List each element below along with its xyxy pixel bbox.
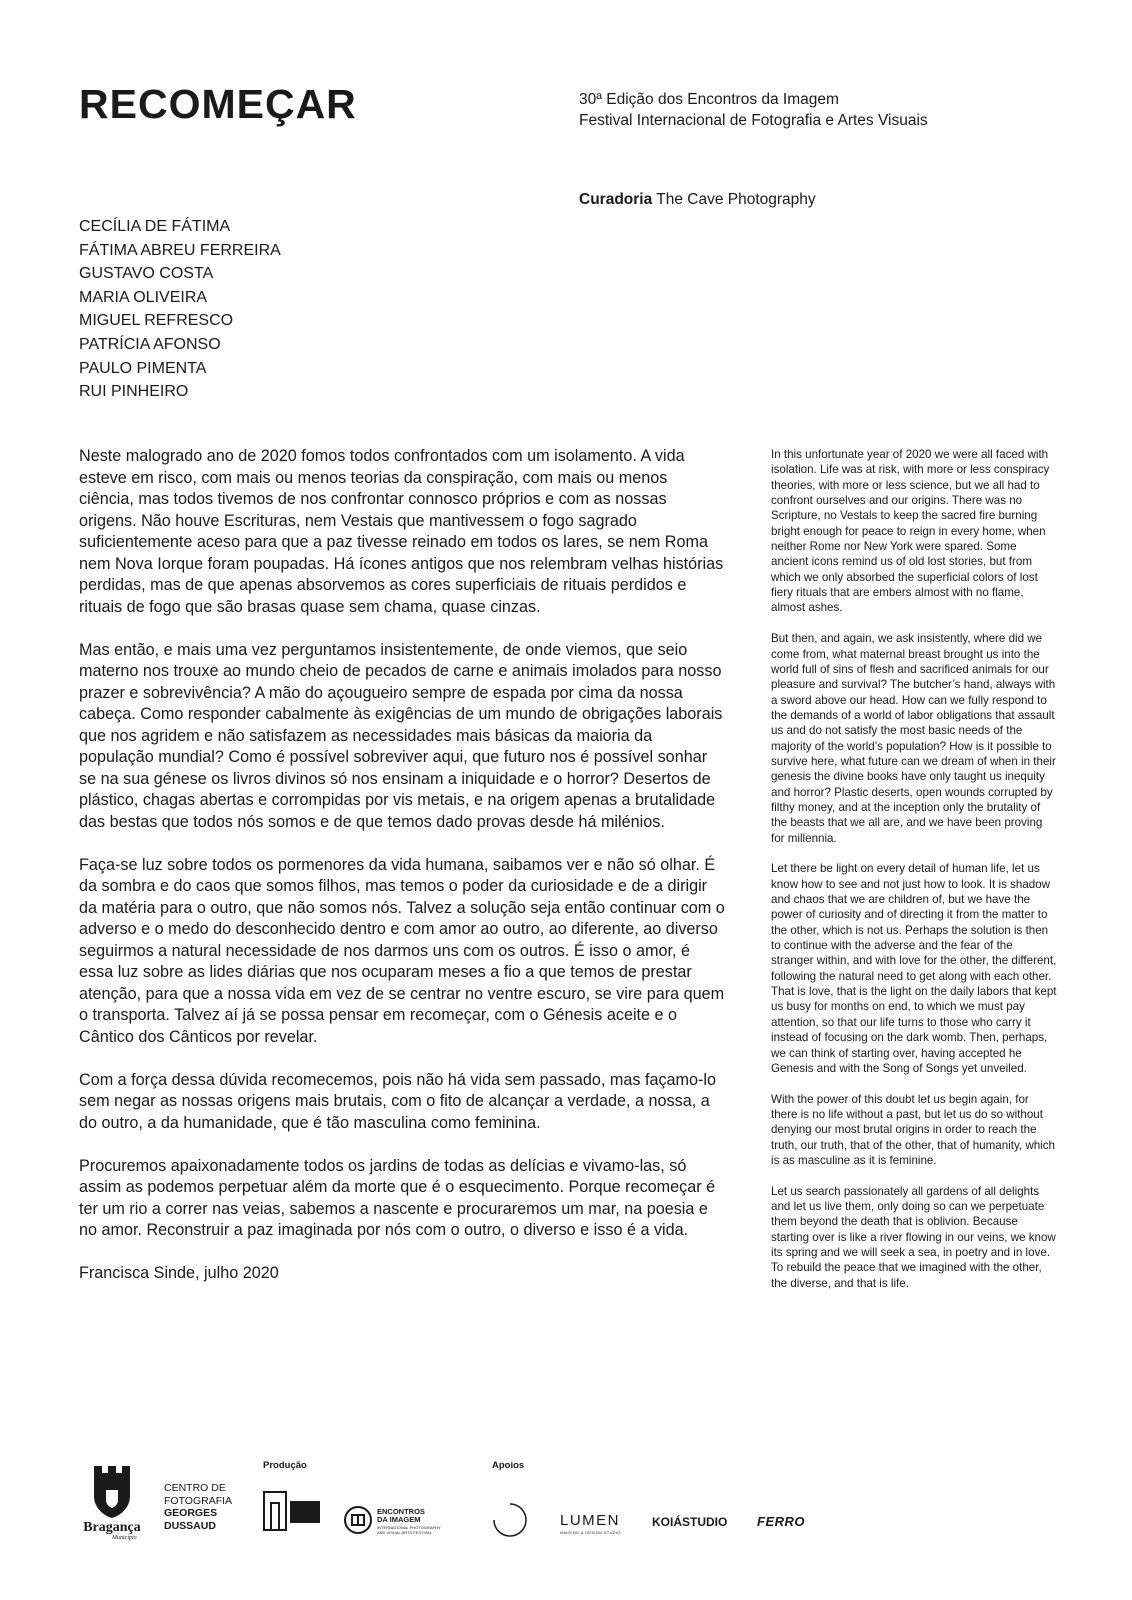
cfgd-line: CENTRO DE: [164, 1482, 226, 1494]
braganca-subtitle: Município: [112, 1535, 137, 1541]
encontros-name-line: DA IMAGEM: [377, 1515, 421, 1524]
paragraph-pt: Neste malogrado ano de 2020 fomos todos confrontados com um isolamento. A vida esteve em risco, com mais ou menos teorias da conspiração, com mais ou menos ciência, mas todos tivemos de nos confrontar connosco próprios e com as nossas origens. Não houve Escrituras, nem Vestais que mantivessem o fogo sagrado suficientemente aceso para que a paz tivesse reinado em todos os lares, se nem Roma nem Nova Iorque foram poupadas. Há ícones antigos que nos relembram velhas histórias perdidas, mas de que apenas absorvemos as cores superficiais de rituais perdidos e rituais de fogo que são brasas quase sem chama, quase cinzas.: [79, 447, 724, 616]
artist-name: RUI PINHEIRO: [79, 383, 189, 401]
cfgd-line: FOTOGRAFIA: [164, 1494, 233, 1507]
artist-name: MIGUEL REFRESCO: [79, 312, 234, 330]
paragraph-pt: Procuremos apaixonadamente todos os jardins de todas as delícias e vivamo-las, só assim as podemos perpetuar além da morte que é o esquecimento. Porque recomeçar é ter um rio a correr nas veias, sabemos a nascente e procuraremos um mar, na poesia e no amor. Reconstruir a paz imaginada por nós com o outro, o diverso e isso é a vida.: [79, 1156, 716, 1239]
the-cave-logo: [263, 1491, 323, 1531]
festival-line: Festival Internacional de Fotografia e Artes Visuais: [579, 112, 928, 129]
artist-name: GUSTAVO COSTA: [79, 265, 214, 283]
curation-value: The Cave Photography: [656, 191, 816, 208]
braganca-logo: [72, 1464, 152, 1542]
apoios-label: Apoios: [492, 1460, 525, 1471]
paragraph-pt: Mas então, e mais uma vez perguntamos insistentemente, de onde viemos, que seio materno nos trouxe ao mundo cheio de pecados de carne e animais imolados para nosso prazer e sobrevivência? A mão do açougueiro sempre de espada por cima da nossa cabeça. Como responder cabalmente às exigências de um mundo de obrigações laborais que nos agridem e não satisfazem as necessidades mais básicas da maioria da população mundial? Como é possível sobreviver aqui, que futuro nos é possível sonhar se na sua génese os livros divinos só nos ensinam a iniquidade e o horror? Desertos de plástico, chagas abertas e corrompidas por vis metais, e na origem apenas a brutalidade das bestas que todos nós somos e de que temos dado provas desde há milénios.: [79, 640, 723, 831]
ferro-logo: FERRO: [757, 1514, 805, 1529]
songstoria-icon: [490, 1500, 530, 1540]
artist-list: [79, 215, 281, 404]
lumen-subtitle: IMAGING & DESIGN STUDIO: [560, 1530, 621, 1535]
artist-name: PAULO PIMENTA: [79, 359, 207, 377]
page-title: RECOMEÇAR: [79, 81, 357, 127]
english-text: [771, 447, 1057, 1306]
portuguese-text: [79, 446, 725, 1306]
encontros-name-line: ENCONTROS: [377, 1507, 425, 1516]
castle-icon: [72, 1464, 152, 1520]
paragraph-en: In this unfortunate year of 2020 we were all faced with isolation. Life was at risk, with more or less conspiracy theories, with more or less science, but we all had to confront ourselves and our origins. There was no Scripture, no Vestals to keep the sacred fire burning bright enough for peace to reign in every home, when neither Rome nor New York were spared. Some ancient icons remind us of old lost stories, but from which we only absorbed the superficial colors of lost fiery rituals that are embers almost with no flame, almost ashes.: [771, 448, 1050, 615]
koiastudio-logo: KOIÁSTUDIO: [652, 1515, 728, 1529]
artist-name: PATRÍCIA AFONSO: [79, 335, 221, 353]
artist-name: MARIA OLIVEIRA: [79, 288, 208, 306]
paragraph-pt: Faça-se luz sobre todos os pormenores da vida humana, saibamos ver e não só olhar. É da sombra e do caos que somos filhos, mas temos o poder da curiosidade e de a dirigir da matéria para o outro, que não somos nós. Talvez a solução seja então continuar com o adverso e o medo do desconhecido dentro e com amor ao outro, ao diferente, ao diverso seguirmos a natural necessidade de nos darmos uns com os outros. É isso o amor, é essa luz sobre as lides diárias que nos ocuparam meses a fio a que temos de prestar atenção, para que a nossa vida em vez de se centrar no ventre escuro, se vire para quem o transporta. Talvez aí já se possa pensar em recomeçar, com o Génesis aceite e o Cântico dos Cânticos por revelar.: [79, 855, 725, 1046]
encontros-sub-line: INTERNATIONAL PHOTOGRAPHY: [377, 1525, 441, 1530]
edition-line: 30ª Edição dos Encontros da Imagem: [579, 91, 839, 108]
paragraph-en: Let us search passionately all gardens of all delights and let us live them, only doing so can we perpetuate them beyond the death that is oblivion. Because starting over is like a river flowing in our veins, we know its spring and we will seek a sea, in poetry and in love. To rebuild the peace that we imagined with the other, the diverse, and that is life.: [771, 1184, 1056, 1290]
curation-line: [579, 189, 816, 210]
producao-label: Produção: [263, 1460, 307, 1471]
artist-name: FÁTIMA ABREU FERREIRA: [79, 241, 281, 259]
encontros-sub-line: AND VISUAL ARTS FESTIVAL: [377, 1530, 432, 1535]
the-cave-icon: [263, 1491, 323, 1531]
paragraph-en: But then, and again, we ask insistently, where did we come from, what maternal breast brought us into the world full of sins of flesh and sacrificed animals for our pleasure and survival? The butcher’s hand, always with a sword above our head. How can we fully respond to the demands of a world of labor obligations that assault us and do not satisfy the most basic needs of the majority of the world’s population? How is it possible to survive here, what future can we dream of when in their genesis the divine books have only taught us inequity and horror? Plastic deserts, open wounds corrupted by filthy money, and at the inception only the brutality of the beasts that we all are, and we have been proving for millennia.: [771, 632, 1056, 845]
cfgd-line: DUSSAUD: [164, 1519, 216, 1532]
paragraph-pt: Com a força dessa dúvida recomecemos, pois não há vida sem passado, mas façamo-lo sem negar as nossas origens mais brutais, com o fito de alcançar a verdade, a nossa, a do outro, a da humanidade, que é tão masculina como feminina.: [79, 1070, 717, 1132]
cfgd-logo: [164, 1482, 232, 1532]
artist-name: CECÍLIA DE FÁTIMA: [79, 218, 231, 235]
edition-info: [579, 89, 928, 131]
paragraph-en: Let there be light on every detail of human life, let us know how to see and not just how to look. It is shadow and chaos that we are children of, but we have the power of curiosity and of directing it from the matter to the other, which is not us. Perhaps the solution is then to continue with the adverse and the fear of the stranger within, and with love for the other, the different, following the natural need to get along with each other. That is love, that is the light on the daily labors that kept us busy for months on end, to which we must pay attention, so that our life turns to those who carry it instead of focusing on the dark womb. Then, perhaps, we can think of starting over, having accepted he Genesis and with the Song of Songs yet unveiled.: [771, 862, 1057, 1075]
cfgd-line: GEORGES: [164, 1507, 218, 1519]
curation-label: Curadoria: [579, 191, 653, 208]
songstoria-logo: [490, 1500, 530, 1540]
encontros-logo: [343, 1505, 473, 1537]
paragraph-en: With the power of this doubt let us begin again, for there is no life without a past, but let us do so without denying our most brutal origins in order to reach the truth, our truth, that of the other, that of humanity, which is as masculine as it is feminine.: [771, 1092, 1055, 1167]
lumen-logo: [560, 1512, 630, 1535]
lumen-name: LUMEN: [560, 1512, 621, 1529]
encontros-icon: [343, 1505, 373, 1535]
braganca-name: Bragança: [83, 1520, 141, 1535]
signature: Francisca Sinde, julho 2020: [79, 1264, 279, 1282]
